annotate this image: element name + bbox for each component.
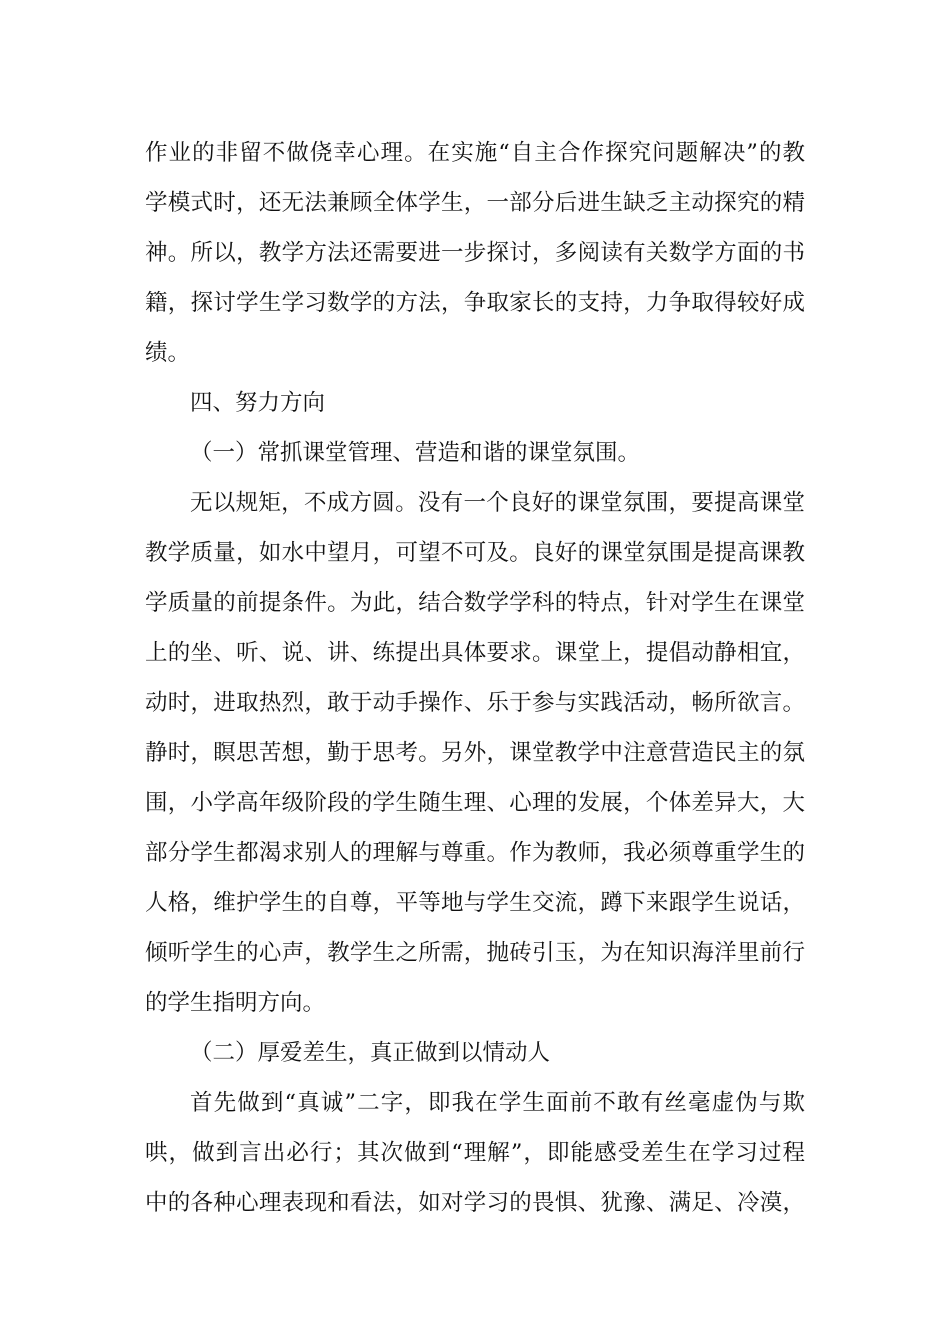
paragraph-line: 动时，进取热烈，敢于动手操作、乐于参与实践活动，畅所欲言。 bbox=[145, 690, 805, 716]
paragraph-line: 部分学生都渴求别人的理解与尊重。作为教师，我必须尊重学生的 bbox=[145, 840, 805, 866]
paragraph-line: 静时，瞑思苦想，勤于思考。另外，课堂教学中注意营造民主的氛 bbox=[145, 740, 805, 766]
paragraph-line: 籍，探讨学生学习数学的方法，争取家长的支持，力争取得较好成 bbox=[145, 290, 805, 316]
subsection-heading: （一）常抓课堂管理、营造和谐的课堂氛围。 bbox=[190, 440, 641, 466]
paragraph-line: 绩。 bbox=[145, 340, 191, 366]
paragraph-line: 哄，做到言出必行；其次做到“理解”，即能感受差生在学习过程 bbox=[145, 1140, 805, 1166]
paragraph-line: 上的坐、听、说、讲、练提出具体要求。课堂上，提倡动静相宜， bbox=[145, 640, 805, 666]
paragraph-line: 人格，维护学生的自尊，平等地与学生交流，蹲下来跟学生说话， bbox=[145, 890, 805, 916]
paragraph-line: 的学生指明方向。 bbox=[145, 990, 326, 1016]
paragraph-line: 倾听学生的心声，教学生之所需，抛砖引玉，为在知识海洋里前行 bbox=[145, 940, 805, 966]
paragraph-line: 作业的非留不做侥幸心理。在实施“自主合作探究问题解决”的教 bbox=[145, 140, 805, 166]
paragraph-line: 教学质量，如水中望月，可望不可及。良好的课堂氛围是提高课教 bbox=[145, 540, 805, 566]
paragraph-line: 无以规矩，不成方圆。没有一个良好的课堂氛围，要提高课堂 bbox=[190, 490, 805, 516]
paragraph-line: 围，小学高年级阶段的学生随生理、心理的发展，个体差异大，大 bbox=[145, 790, 805, 816]
paragraph-line: 神。所以，教学方法还需要进一步探讨，多阅读有关数学方面的书 bbox=[145, 240, 805, 266]
paragraph-line: 中的各种心理表现和看法，如对学习的畏惧、犹豫、满足、冷漠， bbox=[145, 1190, 805, 1216]
paragraph-line: 学质量的前提条件。为此，结合数学学科的特点，针对学生在课堂 bbox=[145, 590, 805, 616]
section-heading: 四、努力方向 bbox=[190, 390, 326, 416]
paragraph-line: 首先做到“真诚”二字，即我在学生面前不敢有丝毫虚伪与欺 bbox=[190, 1090, 805, 1116]
paragraph-line: 学模式时，还无法兼顾全体学生，一部分后进生缺乏主动探究的精 bbox=[145, 190, 805, 216]
subsection-heading: （二）厚爱差生，真正做到以情动人 bbox=[190, 1040, 551, 1066]
